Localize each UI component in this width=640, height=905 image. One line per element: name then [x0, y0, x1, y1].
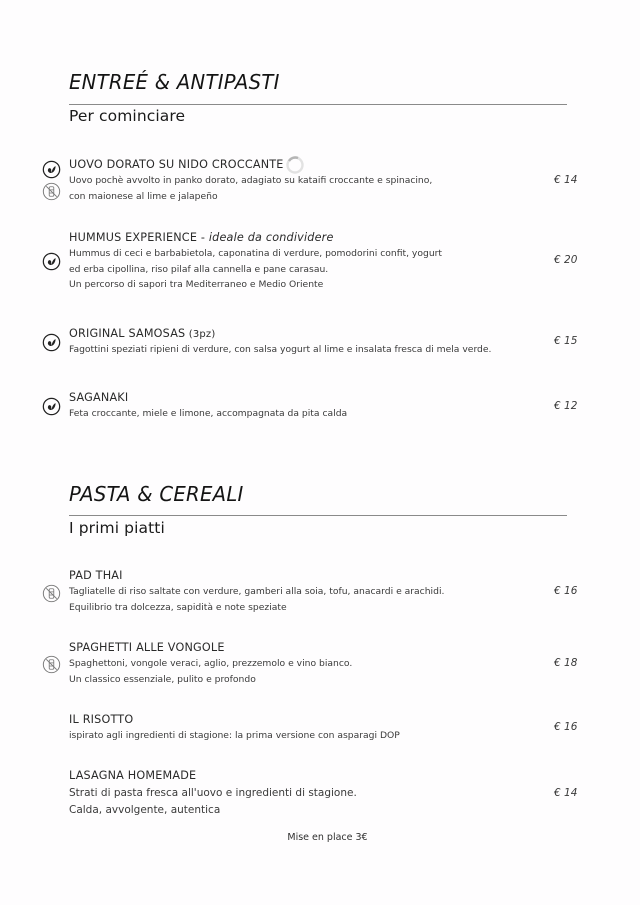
item-description [69, 728, 400, 744]
gluten-free-icon [42, 655, 61, 674]
item-name [69, 327, 215, 340]
item-description-line: Hummus di ceci e barbabietola, caponatina di verdure, pomodorini confit, yogurt [69, 248, 443, 259]
item-name: PAD THAI [69, 569, 123, 582]
item-description-line: Feta croccante, miele e limone, accompagnata da pita calda [69, 408, 348, 419]
item-name: LASAGNA HOMEMADE [69, 769, 197, 782]
item-description-line: ispirato agli ingredienti di stagione: la prima versione con asparagi DOP [69, 730, 400, 741]
item-description-line: Calda, avvolgente, autentica [69, 804, 221, 816]
item-name: UOVO DORATO SU NIDO CROCCANTE [69, 158, 284, 171]
item-description-line: Equilibrio tra dolcezza, sapidità e note speziate [69, 601, 287, 613]
item-price: € 18 [554, 657, 578, 669]
item-name: SAGANAKI [69, 391, 129, 404]
item-name-note: ideale da condividere [208, 231, 334, 244]
item-description-line: Tagliatelle di riso saltate con verdure, gamberi alla soia, tofu, anacardi e arachidi. [69, 586, 445, 597]
item-price: € 14 [554, 787, 578, 799]
item-name: SPAGHETTI ALLE VONGOLE [69, 641, 225, 654]
item-description-line: ed erba cipollina, riso pilaf alla cannella e pane carasau. [69, 263, 329, 275]
item-price: € 20 [554, 254, 578, 266]
item-name: IL RISOTTO [69, 713, 134, 726]
item-price: € 15 [554, 335, 578, 347]
item-description [69, 406, 347, 422]
vegetarian-icon [42, 333, 61, 352]
section-title: ENTREÉ & ANTIPASTI [69, 70, 280, 94]
item-description-line: Uovo pochè avvolto in panko dorato, adagiato su kataifi croccante e spinacino, [69, 175, 433, 186]
mise-en-place-note: Mise en place 3€ [287, 832, 368, 843]
section-subtitle: I primi piatti [69, 519, 165, 537]
section-divider [69, 104, 567, 105]
vegetarian-icon [42, 160, 61, 179]
vegetarian-icon [42, 397, 61, 416]
item-description-line: Fagottini speziati ripieni di verdure, con salsa yogurt al lime e insalata fresca di mela verde. [69, 344, 492, 355]
item-description [69, 656, 352, 687]
item-name-main: ORIGINAL SAMOSAS [69, 327, 186, 340]
item-name-main: HUMMUS EXPERIENCE [69, 231, 198, 244]
item-description [69, 173, 432, 204]
item-description-line: Un classico essenziale, pulito e profondo [69, 673, 256, 685]
item-description [69, 342, 491, 358]
item-name-quantity: (3pz) [185, 329, 216, 340]
item-price: € 16 [554, 585, 578, 597]
item-description [69, 785, 357, 819]
item-description-line: Spaghettoni, vongole veraci, aglio, prezzemolo e vino bianco. [69, 658, 353, 669]
vegetarian-icon [42, 252, 61, 271]
item-name [69, 231, 334, 244]
item-price: € 12 [554, 400, 578, 412]
section-subtitle: Per cominciare [69, 107, 186, 125]
item-name-separator: - [197, 231, 209, 244]
item-price: € 14 [554, 174, 578, 186]
item-price: € 16 [554, 721, 578, 733]
item-description-line: Un percorso di sapori tra Mediterraneo e Medio Oriente [69, 279, 324, 290]
gluten-free-icon [42, 584, 61, 603]
item-description-line: Strati di pasta fresca all'uovo e ingredienti di stagione. [69, 787, 357, 799]
item-description-line: con maionese al lime e jalapeño [69, 190, 218, 202]
loading-spinner-icon [285, 155, 305, 175]
gluten-free-icon [42, 182, 61, 201]
item-description [69, 584, 444, 615]
section-divider [69, 515, 567, 516]
item-description [69, 246, 442, 293]
section-title: PASTA & CEREALI [69, 482, 244, 506]
